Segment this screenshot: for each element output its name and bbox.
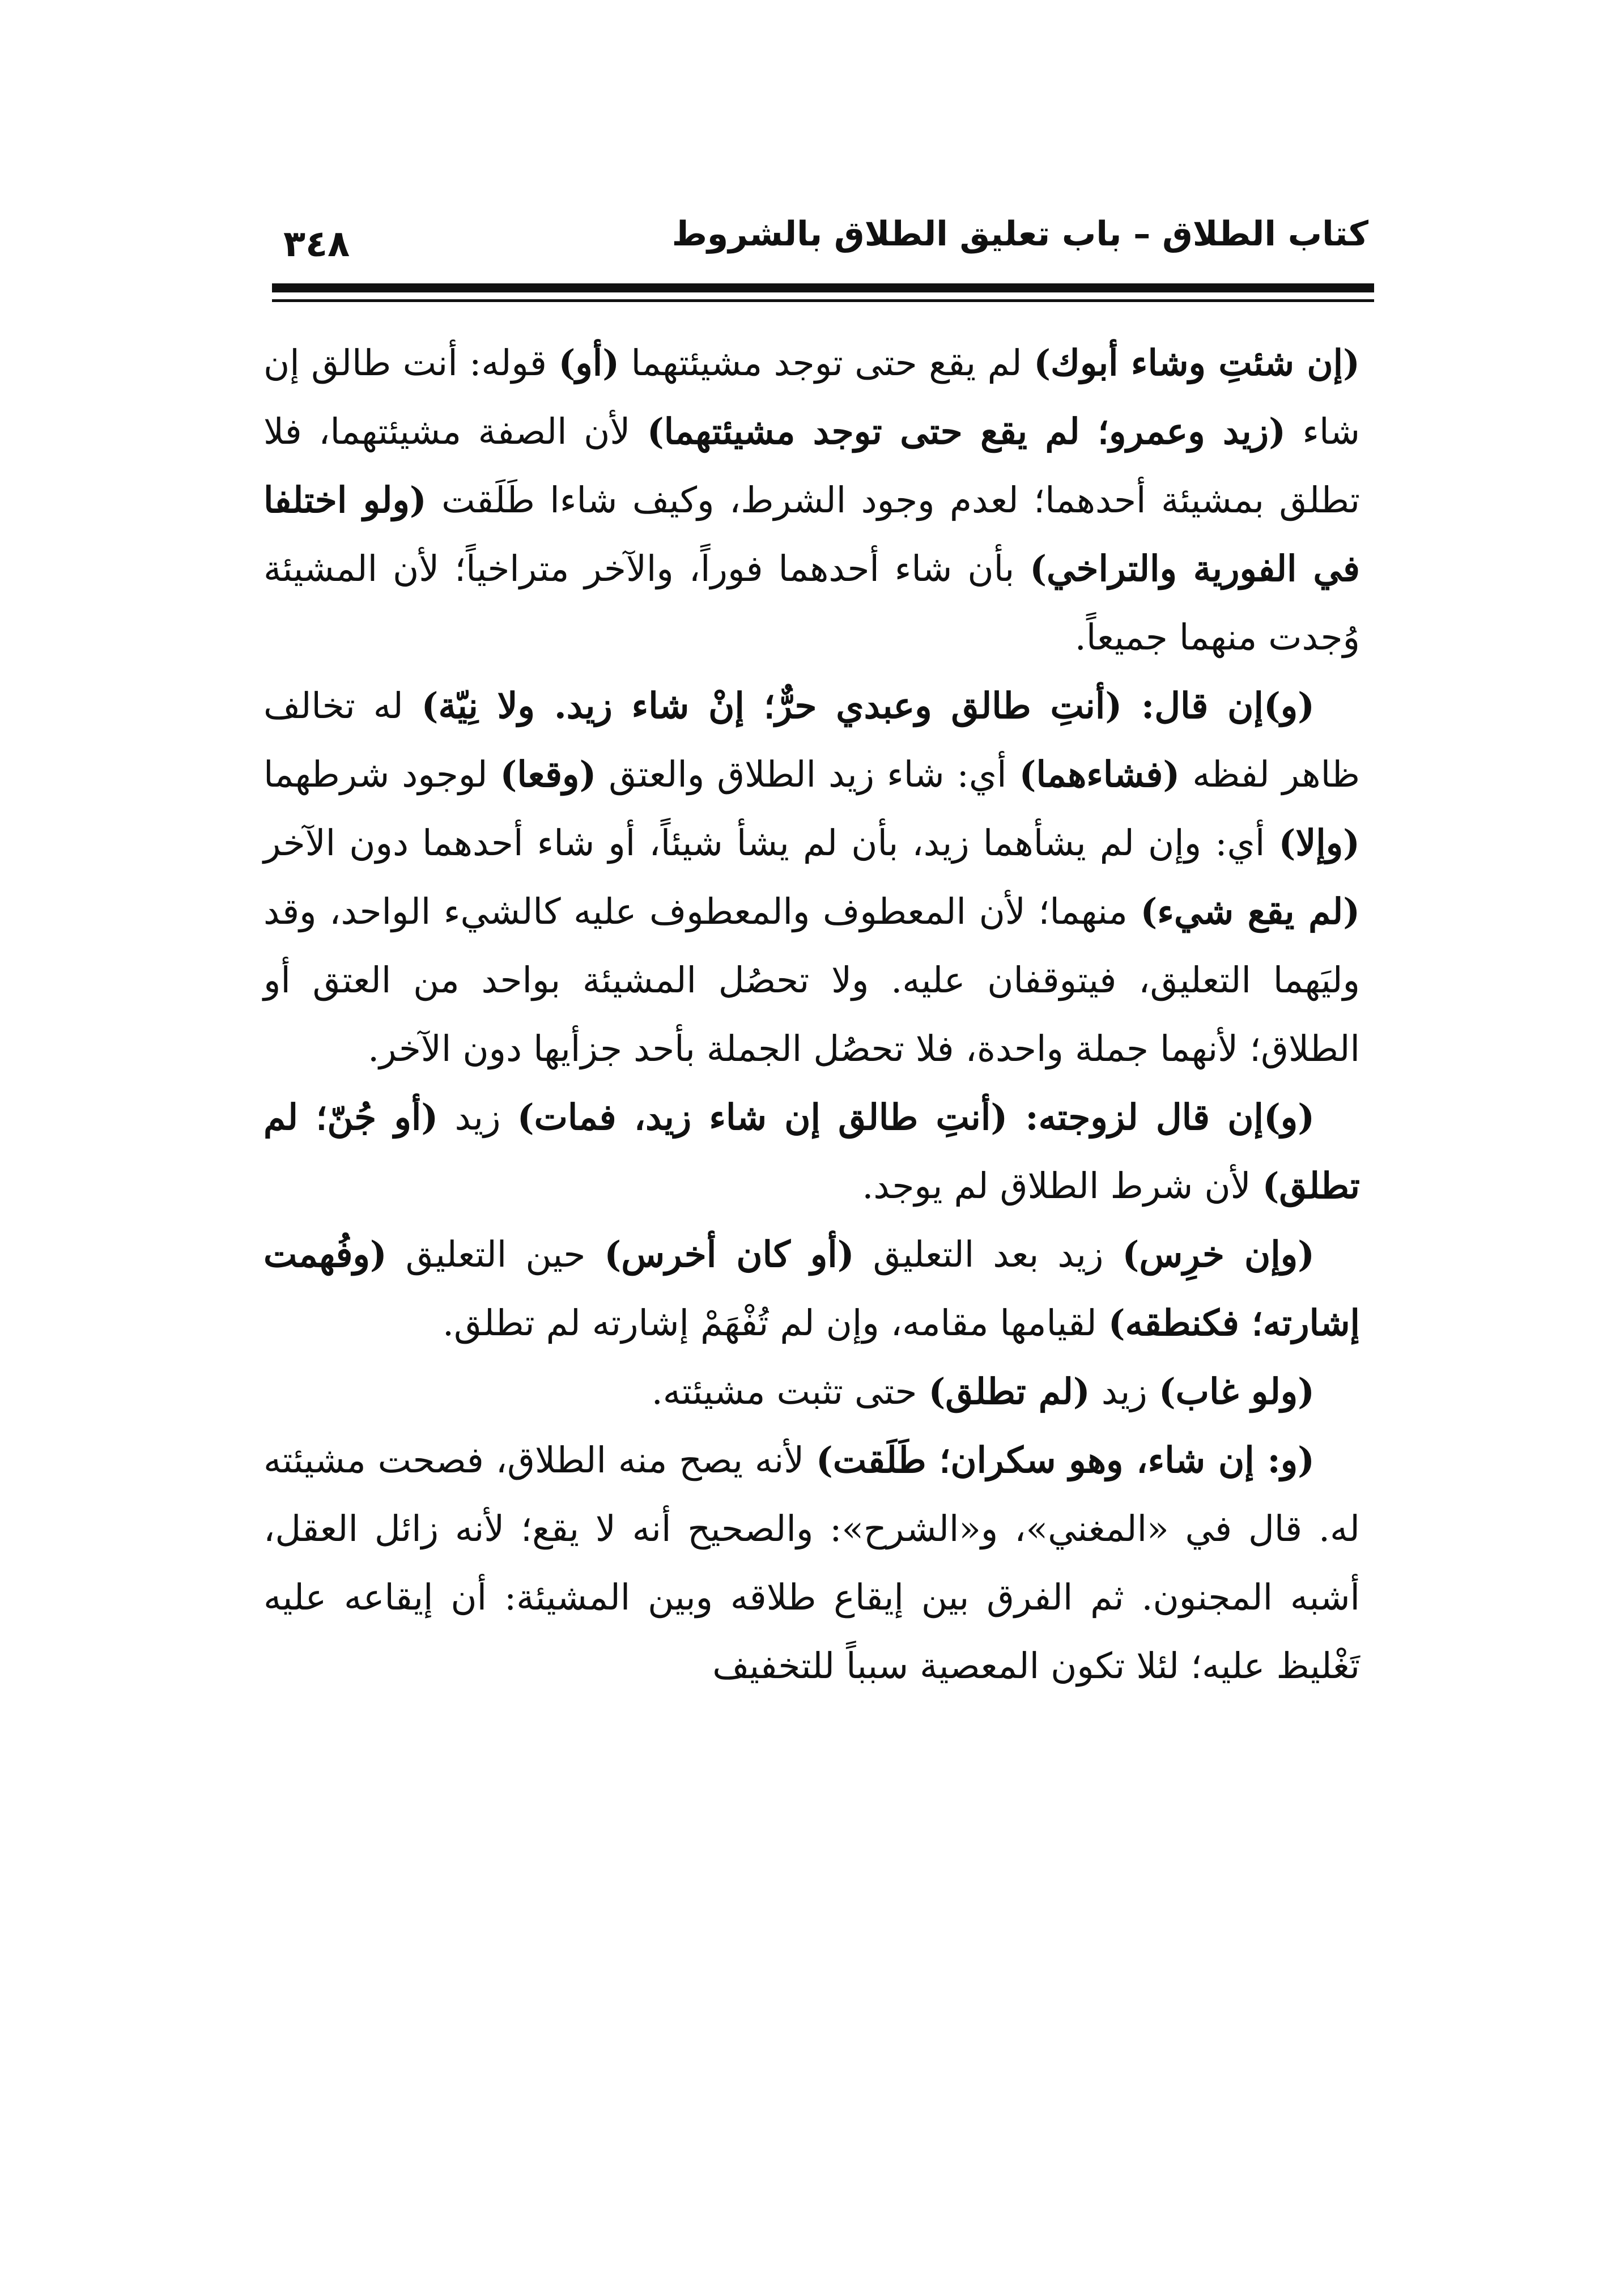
paragraph <box>263 672 1360 1083</box>
commentary-text: لوجود شرطهما <box>263 754 500 795</box>
matn-text: (و)إن قال لزوجته: (أنتِ طالق إن شاء زيد، فمات) <box>517 1096 1315 1138</box>
matn-text: (وفُهمت إشارته؛ فكنطقه) <box>263 1233 1360 1344</box>
running-title: كتاب الطلاق – باب تعليق الطلاق بالشروط <box>671 214 1368 254</box>
matn-text: (لم يقع شيء) <box>1140 890 1361 932</box>
commentary-text: أي: وإن لم يشأهما زيد، بأن لم يشأ شيئاً، أو شاء أحدهما دون الآخر <box>263 822 1279 864</box>
matn-text: (أو) <box>558 342 620 384</box>
matn-text: (لم تطلق) <box>928 1370 1090 1412</box>
body-text <box>263 329 1360 1700</box>
commentary-text: زيد بعد التعليق <box>854 1234 1123 1275</box>
page-header <box>272 214 1374 265</box>
matn-text: (و)إن قال: (أنتِ طالق وعبدي حرٌّ؛ إنْ شاء زيد. ولا نِيّة) <box>421 685 1315 727</box>
paragraph <box>263 1083 1360 1220</box>
matn-text: (وقعا) <box>500 753 597 795</box>
commentary-text: منهما؛ لأن المعطوف والمعطوف عليه كالشيء الواحد، وقد وليَهما التعليق، فيتوقفان عليه. ولا تحصُل المشيئة بواحد من العتق أو الطلاق؛ لأنهما جملة واحدة، فلا تحصُل الجملة بأحد جزأيها دون الآخر. <box>263 891 1360 1069</box>
commentary-text: لقيامها مقامه، وإن لم تُفْهَمْ إشارته لم تطلق. <box>442 1302 1108 1344</box>
commentary-text: له تخالف ظاهر لفظه <box>263 685 1360 795</box>
commentary-text: زيد <box>1090 1371 1159 1412</box>
commentary-text: لأنه يصح منه الطلاق، فصحت مشيئته له. قال في «المغني»، و«الشرح»: والصحيح أنه لا يقع؛ لأنه زائل العقل، أشبه المجنون. ثم الفرق بين إيقاع طلاقه وبين المشيئة: أن إيقاعه عليه تَغْليظ عليه؛ لئلا تكون المعصية سبباً للتخفيف <box>263 1440 1360 1687</box>
matn-text: (وإلا) <box>1278 822 1360 864</box>
matn-text: (أو جُنّ؛ لم تطلق) <box>263 1096 1360 1207</box>
matn-text: (ولو اختلفا في الفورية والتراخي) <box>263 479 1360 589</box>
matn-text: (ولو غاب) <box>1158 1370 1315 1412</box>
commentary-text: لأن شرط الطلاق لم يوجد. <box>862 1165 1262 1207</box>
matn-text: (زيد وعمرو؛ لم يقع حتى توجد مشيئتهما) <box>647 410 1286 452</box>
matn-text: (أو كان أخرس) <box>604 1233 854 1275</box>
commentary-text: قوله: أنت طالق إن شاء <box>263 342 1361 452</box>
paragraph <box>263 1426 1360 1700</box>
commentary-text: زيد <box>438 1097 517 1138</box>
matn-text: (إن شئتِ وشاء أبوك) <box>1034 342 1360 384</box>
paragraph <box>263 1357 1360 1426</box>
commentary-text: حتى تثبت مشيئته. <box>651 1371 929 1412</box>
matn-text: (فشاءهما) <box>1019 753 1180 795</box>
commentary-text: لم يقع حتى توجد مشيئتهما <box>619 342 1034 384</box>
header-rule-thin <box>272 299 1374 302</box>
commentary-text: بأن شاء أحدهما فوراً، والآخر متراخياً؛ لأن المشيئة وُجدت منهما جميعاً. <box>263 548 1360 658</box>
matn-text: (و: إن شاء، وهو سكران؛ طَلَقت) <box>816 1439 1315 1481</box>
header-rule-thick <box>272 283 1374 292</box>
commentary-text: أي: شاء زيد الطلاق والعتق <box>596 754 1019 795</box>
paragraph <box>263 329 1360 672</box>
paragraph <box>263 1220 1360 1357</box>
matn-text: (وإن خرِس) <box>1122 1233 1315 1275</box>
commentary-text: حين التعليق <box>386 1234 605 1275</box>
commentary-text: لأن الصفة مشيئتهما، فلا تطلق بمشيئة أحدهما؛ لعدم وجود الشرط، وكيف شاءا طَلَقت <box>263 411 1360 521</box>
page-number: ٣٤٨ <box>283 223 350 265</box>
